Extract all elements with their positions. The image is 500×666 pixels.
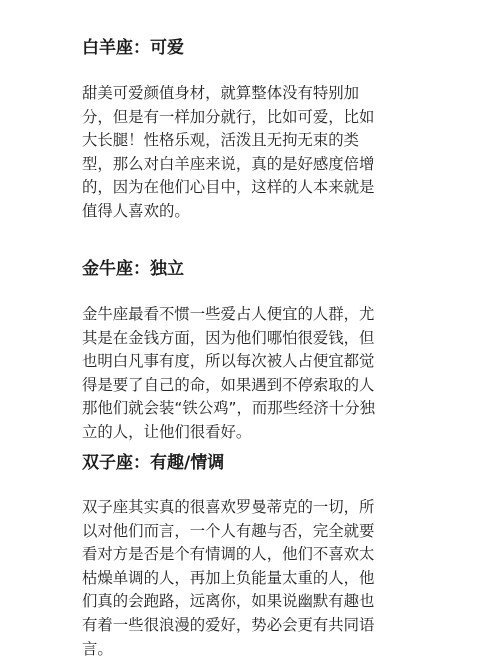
paragraph-line: 大长腿！性格乐观，活泼且无拘无束的类 — [82, 131, 360, 150]
paragraph-line: 枯燥单调的人，再加上负能量太重的人，他 — [82, 568, 375, 587]
paragraph-line: 甜美可爱颜值身材，就算整体没有特别加 — [82, 84, 360, 102]
paragraph-line: 其是在金钱方面，因为他们哪怕很爱钱，但 — [82, 328, 375, 347]
section-aries — [82, 37, 422, 59]
paragraph-line: 值得人喜欢的。 — [82, 201, 190, 220]
paragraph-line: 有着一些很浪漫的爱好，势必会更有共同语 — [82, 615, 375, 634]
paragraph-line: 双子座其实真的很喜欢罗曼蒂克的一切，所 — [82, 498, 375, 516]
paragraph-line: 以对他们而言，一个人有趣与否，完全就要 — [82, 521, 375, 540]
paragraph-line: 得是要了自己的命，如果遇到不停索取的人 — [82, 375, 375, 394]
section-taurus-body — [82, 303, 422, 445]
section-taurus — [82, 258, 422, 280]
paragraph-line: 的，因为在他们心目中，这样的人本来就是 — [82, 178, 375, 197]
paragraph-line: 型，那么对白羊座来说，真的是好感度倍增 — [82, 154, 375, 173]
paragraph-line: 立的人，让他们很看好。 — [82, 422, 252, 441]
section-gemini — [82, 452, 422, 474]
paragraph-line: 看对方是否是个有情调的人，他们不喜欢太 — [82, 545, 375, 564]
section-gemini-body — [82, 496, 422, 661]
paragraph — [82, 496, 422, 661]
section-heading: 金牛座：独立 — [82, 259, 184, 279]
paragraph-line: 也明白凡事有度，所以每次被人占便宜都觉 — [82, 352, 375, 371]
paragraph-line: 言。 — [82, 639, 113, 658]
paragraph-line: 们真的会跑路，远离你，如果说幽默有趣也 — [82, 592, 375, 611]
paragraph-line: 金牛座最看不惯一些爱占人便宜的人群，尤 — [82, 305, 375, 323]
paragraph-line: 那他们就会装“铁公鸡”，而那些经济十分独 — [82, 399, 375, 418]
section-aries-body — [82, 82, 422, 224]
section-heading: 白羊座：可爱 — [82, 38, 184, 58]
paragraph-line: 分，但是有一样加分就行，比如可爱，比如 — [82, 107, 375, 126]
paragraph — [82, 303, 422, 445]
paragraph — [82, 82, 422, 224]
section-heading: 双子座：有趣/情调 — [82, 453, 225, 473]
